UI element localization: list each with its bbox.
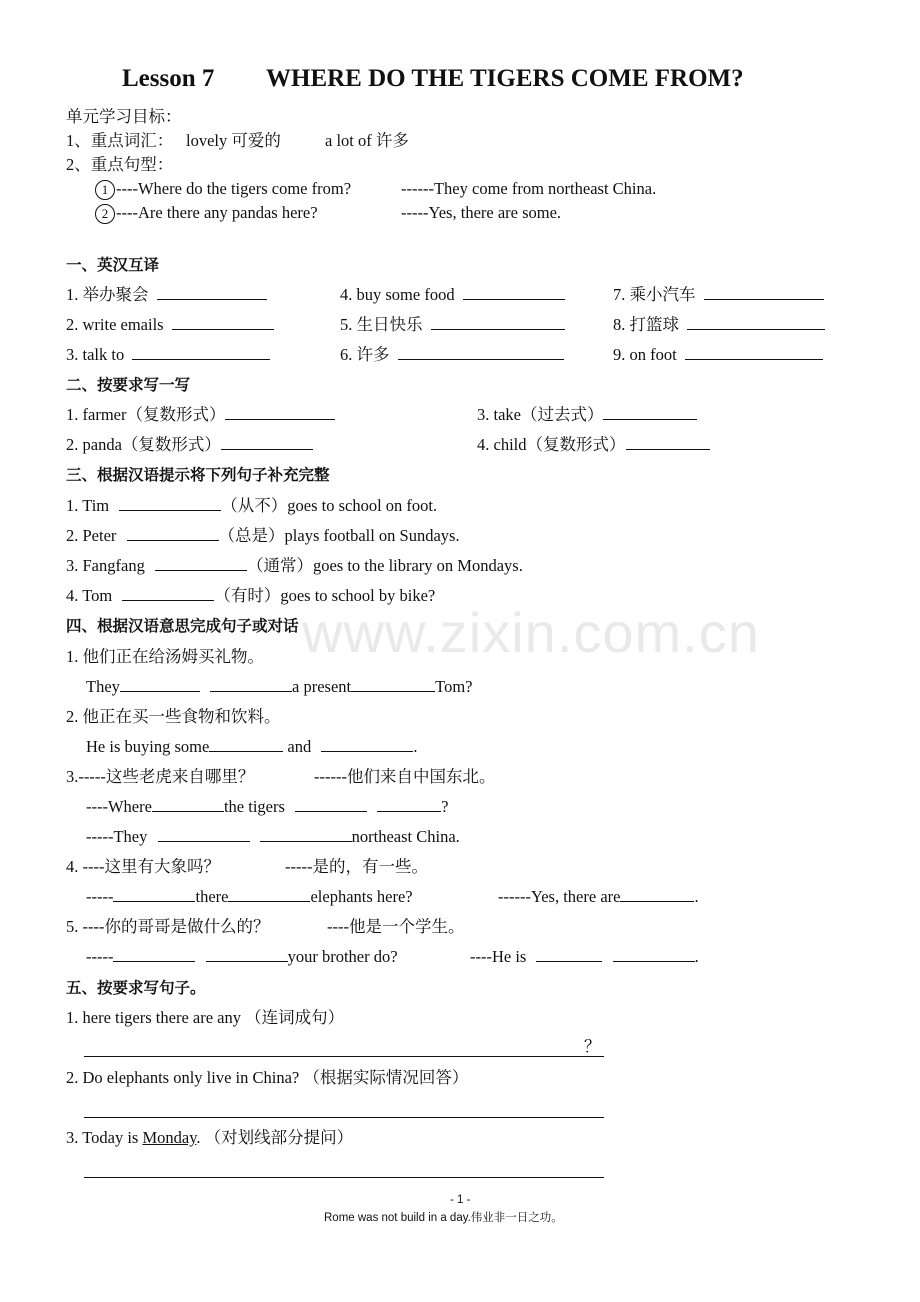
answer-blank[interactable] xyxy=(120,676,200,692)
answer-blank[interactable] xyxy=(158,826,250,842)
pattern-1 xyxy=(95,178,351,200)
answer-blank[interactable] xyxy=(206,946,288,962)
answer-blank[interactable] xyxy=(210,676,292,692)
answer-blank[interactable] xyxy=(228,886,310,902)
page-number: - 1 - xyxy=(450,1194,471,1206)
s5-q1: 1. here tigers there are any （连词成句） xyxy=(66,1008,345,1027)
answer-blank[interactable] xyxy=(113,886,195,902)
s3-item-1: 1. Tim （从不）goes to school on foot. xyxy=(66,496,438,515)
s4-q2-english: He is buying some and . xyxy=(86,737,418,756)
vocab-item-1: lovely 可爱的 xyxy=(186,131,281,150)
answer-blank[interactable] xyxy=(295,796,367,812)
s3-item-2: 2. Peter （总是）plays football on Sundays. xyxy=(66,526,460,545)
answer-blank[interactable] xyxy=(260,826,352,842)
goals-label: 单元学习目标： xyxy=(66,107,182,126)
s3-item-4: 4. Tom （有时）goes to school by bike? xyxy=(66,586,436,605)
s4-q1-chinese: 1. 他们正在给汤姆买礼物。 xyxy=(66,647,264,666)
answer-blank[interactable] xyxy=(132,344,270,360)
circled-number-1: 1 xyxy=(95,180,115,200)
answer-blank[interactable] xyxy=(536,946,602,962)
s1-item-1: 1. 举办聚会 xyxy=(66,284,267,306)
answer-blank[interactable] xyxy=(613,946,695,962)
pattern-2 xyxy=(95,202,318,224)
answer-blank[interactable] xyxy=(209,736,283,752)
answer-blank[interactable] xyxy=(321,736,413,752)
section-5-title: 五、按要求写句子。 xyxy=(66,979,206,997)
underlined-word: Monday xyxy=(142,1128,197,1147)
s1-item-3: 3. talk to xyxy=(66,344,270,366)
s5-q1-end: ？ xyxy=(584,1037,601,1056)
answer-blank[interactable] xyxy=(119,495,221,511)
s2-item-4: 4. child（复数形式） xyxy=(477,434,710,456)
s4-q3-chinese-answer: ------他们来自中国东北。 xyxy=(314,767,496,786)
s5-q2: 2. Do elephants only live in China? （根据实际情况回答） xyxy=(66,1068,469,1087)
s4-q3-chinese-question: 3.-----这些老虎来自哪里？ xyxy=(66,767,255,786)
answer-blank[interactable] xyxy=(157,284,267,300)
answer-blank[interactable] xyxy=(626,434,710,450)
section-1-title: 一、英汉互译 xyxy=(66,256,160,274)
section-3-title: 三、根据汉语提示将下列句子补充完整 xyxy=(66,466,330,484)
answer-blank[interactable] xyxy=(687,314,825,330)
answer-blank[interactable] xyxy=(398,344,564,360)
pattern-label: 2、重点句型： xyxy=(66,155,174,174)
vocab-item-2: a lot of 许多 xyxy=(325,131,409,150)
s4-q5-english-question: ----- your brother do? xyxy=(86,947,398,966)
answer-blank[interactable] xyxy=(127,525,219,541)
s4-q1-english: They a present Tom? xyxy=(86,677,473,696)
s4-q4-chinese-answer: -----是的，有一些。 xyxy=(285,857,428,876)
answer-blank[interactable] xyxy=(152,796,224,812)
answer-blank[interactable] xyxy=(431,314,565,330)
s4-q5-chinese-answer: ----他是一个学生。 xyxy=(327,917,465,936)
answer-blank[interactable] xyxy=(704,284,824,300)
pattern-1-question: ----Where do the tigers come from? xyxy=(116,179,352,198)
s1-item-2: 2. write emails xyxy=(66,314,274,336)
s1-item-8: 8. 打篮球 xyxy=(613,314,825,336)
answer-blank[interactable] xyxy=(172,314,274,330)
s1-item-4: 4. buy some food xyxy=(340,284,565,306)
s2-item-2: 2. panda（复数形式） xyxy=(66,434,313,456)
s4-q4-english-question: ----- there elephants here? xyxy=(86,887,413,906)
s4-q4-chinese-question: 4. ----这里有大象吗？ xyxy=(66,857,220,876)
section-2-title: 二、按要求写一写 xyxy=(66,376,191,394)
answer-blank[interactable] xyxy=(155,555,247,571)
s3-item-3: 3. Fangfang （通常）goes to the library on Mondays. xyxy=(66,556,523,575)
section-4-title: 四、根据汉语意思完成句子或对话 xyxy=(66,617,299,635)
s4-q5-chinese-question: 5. ----你的哥哥是做什么的？ xyxy=(66,917,270,936)
watermark: www.zixin.com.cn xyxy=(302,601,760,664)
s4-q3-english-question: ----Where the tigers ? xyxy=(86,797,449,816)
s4-q5-english-answer: ----He is . xyxy=(470,947,699,966)
s1-item-9: 9. on foot xyxy=(613,344,823,366)
s4-q4-english-answer: ------Yes, there are . xyxy=(498,887,699,906)
s1-item-5: 5. 生日快乐 xyxy=(340,314,565,336)
answer-blank[interactable] xyxy=(122,585,214,601)
answer-blank[interactable] xyxy=(620,886,694,902)
s2-item-1: 1. farmer（复数形式） xyxy=(66,404,335,426)
circled-number-2: 2 xyxy=(95,204,115,224)
vocab-label: 1、重点词汇： xyxy=(66,131,174,150)
answer-blank[interactable] xyxy=(113,946,195,962)
answer-line[interactable] xyxy=(84,1116,604,1118)
answer-blank[interactable] xyxy=(377,796,441,812)
answer-blank[interactable] xyxy=(685,344,823,360)
s5-q3: 3. Today is Monday. （对划线部分提问） xyxy=(66,1128,354,1147)
pattern-2-question: ----Are there any pandas here? xyxy=(116,203,318,222)
s1-item-7: 7. 乘小汽车 xyxy=(613,284,824,306)
s1-item-6: 6. 许多 xyxy=(340,344,564,366)
answer-blank[interactable] xyxy=(225,404,335,420)
answer-line[interactable] xyxy=(84,1176,604,1178)
page-title: WHERE DO THE TIGERS COME FROM? xyxy=(266,65,744,92)
lesson-number: Lesson 7 xyxy=(122,65,215,92)
s2-item-3: 3. take（过去式） xyxy=(477,404,697,426)
answer-blank[interactable] xyxy=(603,404,697,420)
answer-line[interactable] xyxy=(84,1055,604,1057)
footer-motto: Rome was not build in a day.伟业非一日之功。 xyxy=(324,1212,563,1224)
answer-blank[interactable] xyxy=(221,434,313,450)
pattern-1-answer: ------They come from northeast China. xyxy=(401,179,657,198)
s4-q2-chinese: 2. 他正在买一些食物和饮料。 xyxy=(66,707,281,726)
s4-q3-english-answer: -----They northeast China. xyxy=(86,827,460,846)
answer-blank[interactable] xyxy=(351,676,435,692)
pattern-2-answer: -----Yes, there are some. xyxy=(401,203,562,222)
answer-blank[interactable] xyxy=(463,284,565,300)
